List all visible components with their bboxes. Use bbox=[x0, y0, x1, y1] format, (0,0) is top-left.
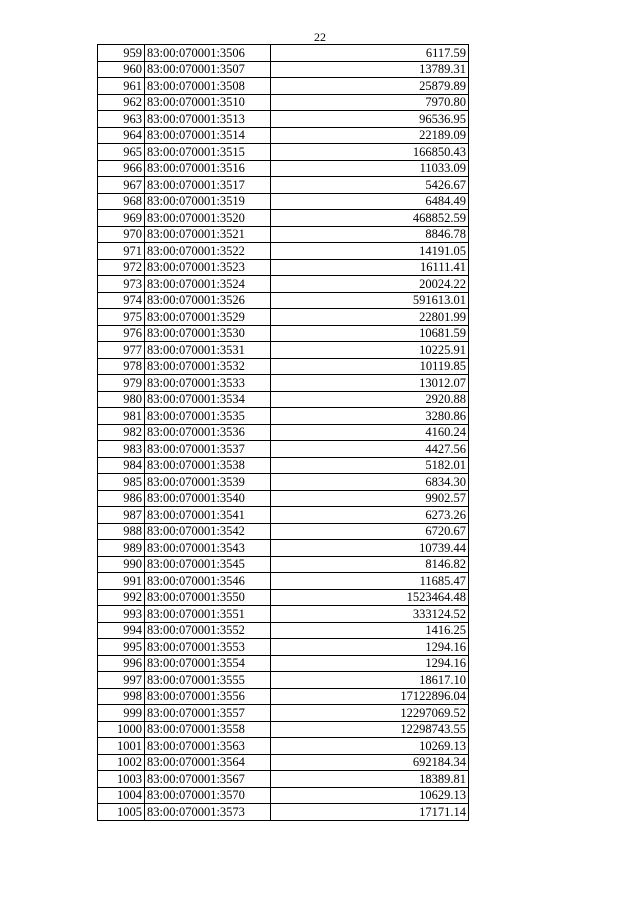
table-row bbox=[98, 573, 469, 590]
table-row bbox=[98, 589, 469, 606]
value-cell: 1294.16 bbox=[271, 639, 469, 656]
table-row bbox=[98, 111, 469, 128]
value-cell: 4427.56 bbox=[271, 441, 469, 458]
value-cell: 18389.81 bbox=[271, 771, 469, 788]
value-cell: 4160.24 bbox=[271, 424, 469, 441]
row-number-cell: 993 bbox=[98, 606, 145, 623]
row-number-cell: 981 bbox=[98, 408, 145, 425]
row-number-cell: 979 bbox=[98, 375, 145, 392]
cadastral-number-cell: 83:00:070001:3537 bbox=[145, 441, 271, 458]
table-row bbox=[98, 391, 469, 408]
value-cell: 25879.89 bbox=[271, 78, 469, 95]
table-row bbox=[98, 622, 469, 639]
cadastral-number-cell: 83:00:070001:3514 bbox=[145, 127, 271, 144]
cadastral-number-cell: 83:00:070001:3545 bbox=[145, 556, 271, 573]
row-number-cell: 1004 bbox=[98, 787, 145, 804]
cadastral-number-cell: 83:00:070001:3543 bbox=[145, 540, 271, 557]
row-number-cell: 987 bbox=[98, 507, 145, 524]
row-number-cell: 963 bbox=[98, 111, 145, 128]
table-row bbox=[98, 342, 469, 359]
cadastral-number-cell: 83:00:070001:3538 bbox=[145, 457, 271, 474]
row-number-cell: 971 bbox=[98, 243, 145, 260]
row-number-cell: 974 bbox=[98, 292, 145, 309]
value-cell: 10629.13 bbox=[271, 787, 469, 804]
table-row bbox=[98, 292, 469, 309]
row-number-cell: 983 bbox=[98, 441, 145, 458]
value-cell: 10269.13 bbox=[271, 738, 469, 755]
table-row bbox=[98, 639, 469, 656]
table-row bbox=[98, 655, 469, 672]
cadastral-number-cell: 83:00:070001:3536 bbox=[145, 424, 271, 441]
row-number-cell: 989 bbox=[98, 540, 145, 557]
value-cell: 6484.49 bbox=[271, 193, 469, 210]
table-row bbox=[98, 259, 469, 276]
cadastral-number-cell: 83:00:070001:3510 bbox=[145, 94, 271, 111]
value-cell: 8846.78 bbox=[271, 226, 469, 243]
row-number-cell: 967 bbox=[98, 177, 145, 194]
table-row bbox=[98, 243, 469, 260]
value-cell: 5182.01 bbox=[271, 457, 469, 474]
row-number-cell: 973 bbox=[98, 276, 145, 293]
row-number-cell: 964 bbox=[98, 127, 145, 144]
row-number-cell: 980 bbox=[98, 391, 145, 408]
table-row bbox=[98, 193, 469, 210]
value-cell: 13012.07 bbox=[271, 375, 469, 392]
cadastral-number-cell: 83:00:070001:3552 bbox=[145, 622, 271, 639]
table-row bbox=[98, 226, 469, 243]
table-row bbox=[98, 45, 469, 62]
value-cell: 12298743.55 bbox=[271, 721, 469, 738]
cadastral-number-cell: 83:00:070001:3520 bbox=[145, 210, 271, 227]
cadastral-number-cell: 83:00:070001:3551 bbox=[145, 606, 271, 623]
table-row bbox=[98, 408, 469, 425]
table-row bbox=[98, 94, 469, 111]
row-number-cell: 975 bbox=[98, 309, 145, 326]
value-cell: 2920.88 bbox=[271, 391, 469, 408]
table-row bbox=[98, 606, 469, 623]
table-row bbox=[98, 127, 469, 144]
table-body bbox=[98, 45, 469, 821]
cadastral-number-cell: 83:00:070001:3550 bbox=[145, 589, 271, 606]
cadastral-number-cell: 83:00:070001:3524 bbox=[145, 276, 271, 293]
cadastral-number-cell: 83:00:070001:3523 bbox=[145, 259, 271, 276]
row-number-cell: 1005 bbox=[98, 804, 145, 821]
table-row bbox=[98, 672, 469, 689]
value-cell: 6273.26 bbox=[271, 507, 469, 524]
table-row bbox=[98, 688, 469, 705]
value-cell: 22189.09 bbox=[271, 127, 469, 144]
cadastral-number-cell: 83:00:070001:3506 bbox=[145, 45, 271, 62]
table-row bbox=[98, 160, 469, 177]
row-number-cell: 1003 bbox=[98, 771, 145, 788]
value-cell: 7970.80 bbox=[271, 94, 469, 111]
value-cell: 11033.09 bbox=[271, 160, 469, 177]
table-row bbox=[98, 721, 469, 738]
row-number-cell: 966 bbox=[98, 160, 145, 177]
cadastral-number-cell: 83:00:070001:3531 bbox=[145, 342, 271, 359]
value-cell: 18617.10 bbox=[271, 672, 469, 689]
cadastral-number-cell: 83:00:070001:3522 bbox=[145, 243, 271, 260]
row-number-cell: 977 bbox=[98, 342, 145, 359]
table-row bbox=[98, 556, 469, 573]
row-number-cell: 1000 bbox=[98, 721, 145, 738]
cadastral-number-cell: 83:00:070001:3508 bbox=[145, 78, 271, 95]
value-cell: 10681.59 bbox=[271, 325, 469, 342]
cadastral-number-cell: 83:00:070001:3555 bbox=[145, 672, 271, 689]
row-number-cell: 990 bbox=[98, 556, 145, 573]
cadastral-number-cell: 83:00:070001:3534 bbox=[145, 391, 271, 408]
value-cell: 16111.41 bbox=[271, 259, 469, 276]
row-number-cell: 962 bbox=[98, 94, 145, 111]
value-cell: 9902.57 bbox=[271, 490, 469, 507]
cadastral-number-cell: 83:00:070001:3532 bbox=[145, 358, 271, 375]
row-number-cell: 986 bbox=[98, 490, 145, 507]
value-cell: 3280.86 bbox=[271, 408, 469, 425]
value-cell: 591613.01 bbox=[271, 292, 469, 309]
row-number-cell: 961 bbox=[98, 78, 145, 95]
cadastral-number-cell: 83:00:070001:3546 bbox=[145, 573, 271, 590]
cadastral-number-cell: 83:00:070001:3563 bbox=[145, 738, 271, 755]
row-number-cell: 991 bbox=[98, 573, 145, 590]
cadastral-number-cell: 83:00:070001:3517 bbox=[145, 177, 271, 194]
table-row bbox=[98, 177, 469, 194]
table-row bbox=[98, 424, 469, 441]
row-number-cell: 970 bbox=[98, 226, 145, 243]
table-row bbox=[98, 144, 469, 161]
value-cell: 10225.91 bbox=[271, 342, 469, 359]
value-cell: 11685.47 bbox=[271, 573, 469, 590]
table-row bbox=[98, 787, 469, 804]
table-row bbox=[98, 771, 469, 788]
value-cell: 1523464.48 bbox=[271, 589, 469, 606]
cadastral-number-cell: 83:00:070001:3529 bbox=[145, 309, 271, 326]
row-number-cell: 988 bbox=[98, 523, 145, 540]
row-number-cell: 982 bbox=[98, 424, 145, 441]
cadastral-number-cell: 83:00:070001:3564 bbox=[145, 754, 271, 771]
row-number-cell: 992 bbox=[98, 589, 145, 606]
row-number-cell: 960 bbox=[98, 61, 145, 78]
cadastral-number-cell: 83:00:070001:3521 bbox=[145, 226, 271, 243]
cadastral-number-cell: 83:00:070001:3570 bbox=[145, 787, 271, 804]
value-cell: 6834.30 bbox=[271, 474, 469, 491]
cadastral-number-cell: 83:00:070001:3516 bbox=[145, 160, 271, 177]
value-cell: 6720.67 bbox=[271, 523, 469, 540]
cadastral-number-cell: 83:00:070001:3513 bbox=[145, 111, 271, 128]
table-row bbox=[98, 540, 469, 557]
cadastral-number-cell: 83:00:070001:3539 bbox=[145, 474, 271, 491]
row-number-cell: 985 bbox=[98, 474, 145, 491]
value-cell: 17122896.04 bbox=[271, 688, 469, 705]
table-row bbox=[98, 804, 469, 821]
cadastral-number-cell: 83:00:070001:3535 bbox=[145, 408, 271, 425]
row-number-cell: 959 bbox=[98, 45, 145, 62]
table-row bbox=[98, 210, 469, 227]
cadastral-value-table bbox=[97, 44, 469, 821]
value-cell: 1294.16 bbox=[271, 655, 469, 672]
value-cell: 13789.31 bbox=[271, 61, 469, 78]
row-number-cell: 1002 bbox=[98, 754, 145, 771]
cadastral-number-cell: 83:00:070001:3541 bbox=[145, 507, 271, 524]
cadastral-number-cell: 83:00:070001:3556 bbox=[145, 688, 271, 705]
value-cell: 333124.52 bbox=[271, 606, 469, 623]
row-number-cell: 978 bbox=[98, 358, 145, 375]
cadastral-number-cell: 83:00:070001:3540 bbox=[145, 490, 271, 507]
row-number-cell: 999 bbox=[98, 705, 145, 722]
table-row bbox=[98, 276, 469, 293]
value-cell: 6117.59 bbox=[271, 45, 469, 62]
value-cell: 5426.67 bbox=[271, 177, 469, 194]
page-number: 22 bbox=[314, 30, 326, 44]
value-cell: 692184.34 bbox=[271, 754, 469, 771]
table-row bbox=[98, 61, 469, 78]
table-row bbox=[98, 523, 469, 540]
cadastral-number-cell: 83:00:070001:3553 bbox=[145, 639, 271, 656]
value-cell: 468852.59 bbox=[271, 210, 469, 227]
cadastral-number-cell: 83:00:070001:3557 bbox=[145, 705, 271, 722]
table-row bbox=[98, 474, 469, 491]
table-row bbox=[98, 375, 469, 392]
value-cell: 96536.95 bbox=[271, 111, 469, 128]
cadastral-number-cell: 83:00:070001:3533 bbox=[145, 375, 271, 392]
cadastral-number-cell: 83:00:070001:3567 bbox=[145, 771, 271, 788]
table-row bbox=[98, 309, 469, 326]
row-number-cell: 997 bbox=[98, 672, 145, 689]
value-cell: 1416.25 bbox=[271, 622, 469, 639]
cadastral-number-cell: 83:00:070001:3526 bbox=[145, 292, 271, 309]
row-number-cell: 996 bbox=[98, 655, 145, 672]
row-number-cell: 995 bbox=[98, 639, 145, 656]
table-row bbox=[98, 325, 469, 342]
value-cell: 14191.05 bbox=[271, 243, 469, 260]
table-row bbox=[98, 754, 469, 771]
cadastral-number-cell: 83:00:070001:3558 bbox=[145, 721, 271, 738]
table-row bbox=[98, 490, 469, 507]
table-row bbox=[98, 507, 469, 524]
value-cell: 12297069.52 bbox=[271, 705, 469, 722]
value-cell: 166850.43 bbox=[271, 144, 469, 161]
value-cell: 17171.14 bbox=[271, 804, 469, 821]
cadastral-number-cell: 83:00:070001:3519 bbox=[145, 193, 271, 210]
cadastral-number-cell: 83:00:070001:3507 bbox=[145, 61, 271, 78]
row-number-cell: 965 bbox=[98, 144, 145, 161]
row-number-cell: 984 bbox=[98, 457, 145, 474]
cadastral-number-cell: 83:00:070001:3530 bbox=[145, 325, 271, 342]
table-row bbox=[98, 441, 469, 458]
table-row bbox=[98, 705, 469, 722]
table-row bbox=[98, 738, 469, 755]
row-number-cell: 1001 bbox=[98, 738, 145, 755]
row-number-cell: 968 bbox=[98, 193, 145, 210]
value-cell: 10739.44 bbox=[271, 540, 469, 557]
value-cell: 10119.85 bbox=[271, 358, 469, 375]
row-number-cell: 972 bbox=[98, 259, 145, 276]
cadastral-number-cell: 83:00:070001:3573 bbox=[145, 804, 271, 821]
value-cell: 22801.99 bbox=[271, 309, 469, 326]
value-cell: 20024.22 bbox=[271, 276, 469, 293]
cadastral-number-cell: 83:00:070001:3542 bbox=[145, 523, 271, 540]
row-number-cell: 969 bbox=[98, 210, 145, 227]
table-row bbox=[98, 358, 469, 375]
row-number-cell: 994 bbox=[98, 622, 145, 639]
row-number-cell: 998 bbox=[98, 688, 145, 705]
cadastral-number-cell: 83:00:070001:3515 bbox=[145, 144, 271, 161]
row-number-cell: 976 bbox=[98, 325, 145, 342]
cadastral-number-cell: 83:00:070001:3554 bbox=[145, 655, 271, 672]
value-cell: 8146.82 bbox=[271, 556, 469, 573]
table-row bbox=[98, 457, 469, 474]
table-row bbox=[98, 78, 469, 95]
